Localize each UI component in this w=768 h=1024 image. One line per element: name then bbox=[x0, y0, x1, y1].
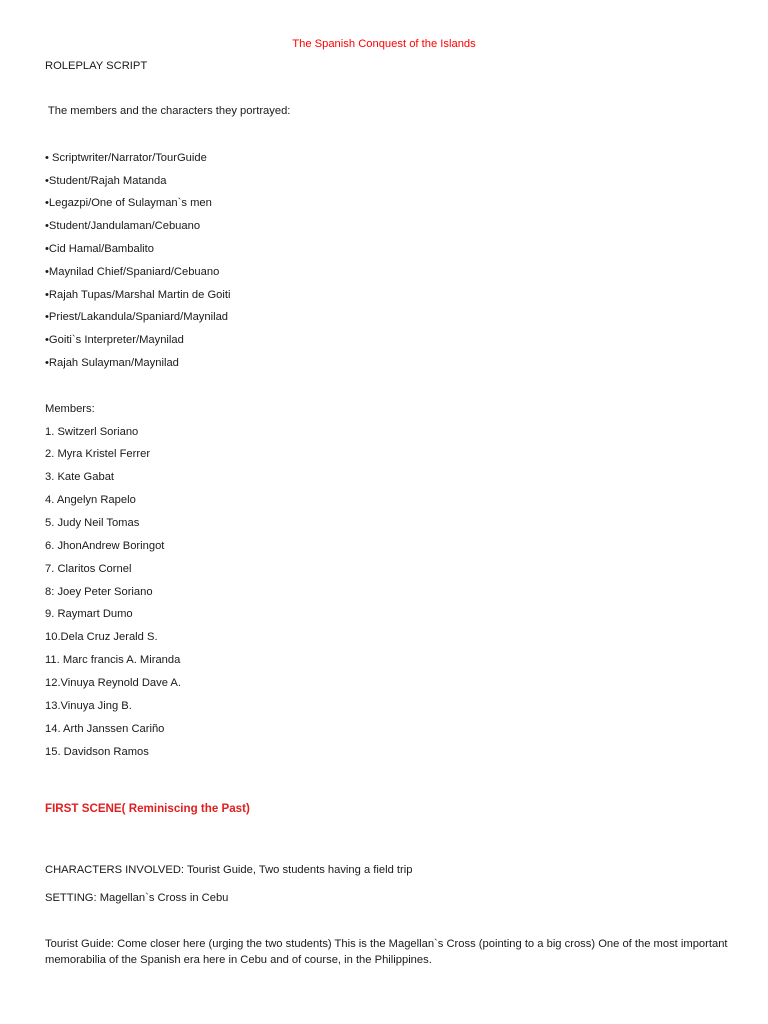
list-item: 2. Myra Kristel Ferrer bbox=[45, 448, 151, 460]
list-item: •Maynilad Chief/Spaniard/Cebuano bbox=[45, 266, 220, 278]
list-item: 12.Vinuya Reynold Dave A. bbox=[45, 677, 181, 689]
list-item: 14. Arth Janssen Cariño bbox=[45, 723, 165, 735]
list-item: 9. Raymart Dumo bbox=[45, 608, 133, 620]
list-item: 4. Angelyn Rapelo bbox=[45, 494, 136, 506]
list-item: 13.Vinuya Jing B. bbox=[45, 700, 132, 712]
intro-text: The members and the characters they portrayed: bbox=[45, 105, 291, 117]
scene-heading: FIRST SCENE( Reminiscing the Past) bbox=[45, 802, 250, 815]
setting-line: SETTING: Magellan`s Cross in Cebu bbox=[45, 892, 229, 904]
list-item: •Rajah Tupas/Marshal Martin de Goiti bbox=[45, 289, 231, 301]
list-item: 6. JhonAndrew Boringot bbox=[45, 540, 165, 552]
list-item: • Scriptwriter/Narrator/TourGuide bbox=[45, 152, 207, 164]
list-item: •Student/Jandulaman/Cebuano bbox=[45, 220, 201, 232]
list-item: 5. Judy Neil Tomas bbox=[45, 517, 140, 529]
list-item: •Goiti`s Interpreter/Maynilad bbox=[45, 334, 184, 346]
list-item: 10.Dela Cruz Jerald S. bbox=[45, 631, 158, 643]
list-item: 15. Davidson Ramos bbox=[45, 746, 149, 758]
list-item: •Legazpi/One of Sulayman`s men bbox=[45, 197, 212, 209]
roleplay-script-label: ROLEPLAY SCRIPT bbox=[45, 60, 148, 72]
list-item: 7. Claritos Cornel bbox=[45, 563, 132, 575]
list-item: 1. Switzerl Soriano bbox=[45, 426, 139, 438]
document-title: The Spanish Conquest of the Islands bbox=[292, 38, 476, 50]
list-item: •Rajah Sulayman/Maynilad bbox=[45, 357, 179, 369]
characters-involved: CHARACTERS INVOLVED: Tourist Guide, Two students having a field trip bbox=[45, 864, 413, 876]
list-item: •Student/Rajah Matanda bbox=[45, 175, 167, 187]
dialogue-paragraph: Tourist Guide: Come closer here (urging the two students) This is the Magellan`s Cross (pointing to a big cross) One of the most important memorabilia of the Spanish era here in Cebu and of course, in the Philippines. bbox=[45, 938, 728, 966]
list-item: 8: Joey Peter Soriano bbox=[45, 586, 153, 598]
members-label: Members: bbox=[45, 403, 95, 415]
list-item: •Cid Hamal/Bambalito bbox=[45, 243, 154, 255]
list-item: 3. Kate Gabat bbox=[45, 471, 115, 483]
list-item: •Priest/Lakandula/Spaniard/Maynilad bbox=[45, 311, 229, 323]
list-item: 11. Marc francis A. Miranda bbox=[45, 654, 181, 666]
